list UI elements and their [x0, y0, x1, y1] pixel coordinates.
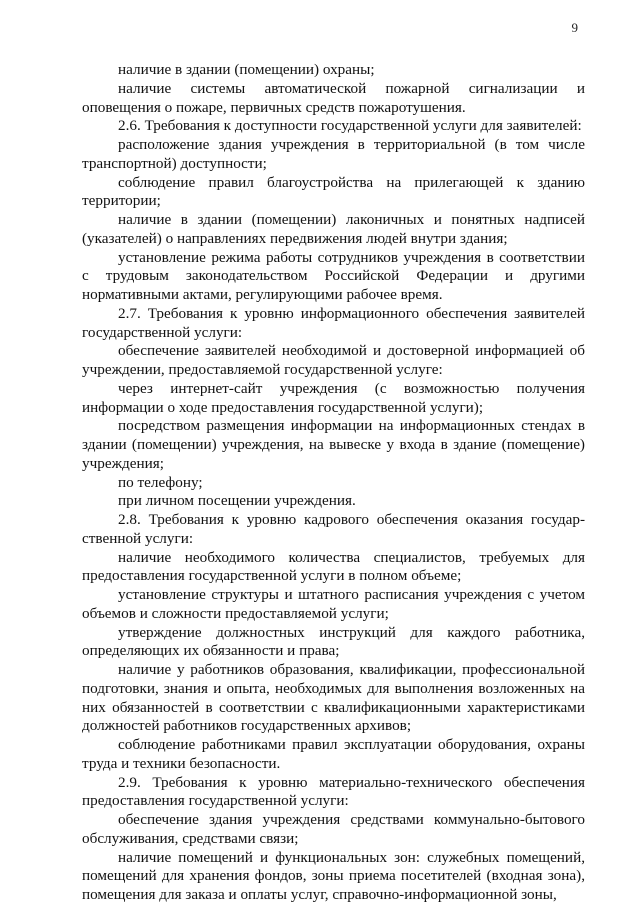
paragraph: установление режима работы сотрудников учреждения в соответствии с трудовым законодательством Российской Федерации и другими нормативными актами, регулирующими рабочее время.: [82, 248, 585, 303]
document-body: [82, 61, 585, 905]
paragraph: наличие у работников образования, квалификации, профессиональной подготовки, знания и опыта, необходимых для выполнения возложенных на них обязанностей в соответствии с квалификационными характеристиками должностей работников государственных архивов;: [82, 661, 585, 735]
paragraph: наличие необходимого количества специалистов, требуемых для предоставления государственной услуги в полном объеме;: [82, 548, 585, 585]
paragraph: утверждение должностных инструкций для каждого работника, определяющих их обязанности и права;: [82, 623, 585, 660]
paragraph: при личном посещении учреждения.: [118, 492, 356, 510]
paragraph: наличие системы автоматической пожарной сигнализации и оповещения о пожаре, первичных средств пожаротушения.: [82, 79, 585, 116]
page-number: 9: [571, 20, 578, 35]
section-heading-2-7: 2.7. Требования к уровню информационного обеспечения заявителей государственной услуги:: [82, 304, 585, 341]
paragraph: соблюдение работниками правил эксплуатации оборудования, охраны труда и техники безопасности.: [82, 736, 585, 772]
paragraph: наличие в здании (помещении) лаконичных и понятных надписей (указателей) о направлениях передвижения людей внутри здания;: [82, 211, 585, 247]
paragraph: наличие в здании (помещении) охраны;: [118, 61, 375, 78]
section-heading-2-6: 2.6. Требования к доступности государственной услуги для заявителей:: [118, 117, 582, 135]
paragraph: по телефону;: [118, 473, 203, 491]
paragraph: установление структуры и штатного расписания учреждения с учетом объемов и сложности предоставляемой услуги;: [82, 586, 585, 622]
section-heading-2-8: 2.8. Требования к уровню кадрового обеспечения оказания государственной услуги:: [82, 511, 585, 547]
paragraph: наличие помещений и функциональных зон: служебных помещений, помещений для хранения фондов, зоны приема посетителей (входная зона), помещения для заказа и оплаты услуг, справочно-информационной зоны,: [82, 848, 585, 903]
paragraph: расположение здания учреждения в территориальной (в том числе транспортной) доступности;: [82, 136, 585, 172]
section-heading-2-9: 2.9. Требования к уровню материально-технического обеспечения предоставления государственной услуги:: [82, 773, 585, 810]
paragraph: посредством размещения информации на информационных стендах в здании (помещении) учреждения, на вывеске у входа в здание (помещение) учреждения;: [82, 417, 585, 472]
paragraph: обеспечение заявителей необходимой и достоверной информацией об учреждении, предоставляемой государственной услуге:: [82, 342, 585, 378]
paragraph: соблюдение правил благоустройства на прилегающей к зданию территории;: [82, 173, 585, 210]
paragraph: обеспечение здания учреждения средствами коммунально-бытового обслуживания, средствами связи;: [82, 811, 585, 847]
paragraph: через интернет-сайт учреждения (с возможностью получения информации о ходе предоставления государственной услуги);: [82, 379, 585, 416]
